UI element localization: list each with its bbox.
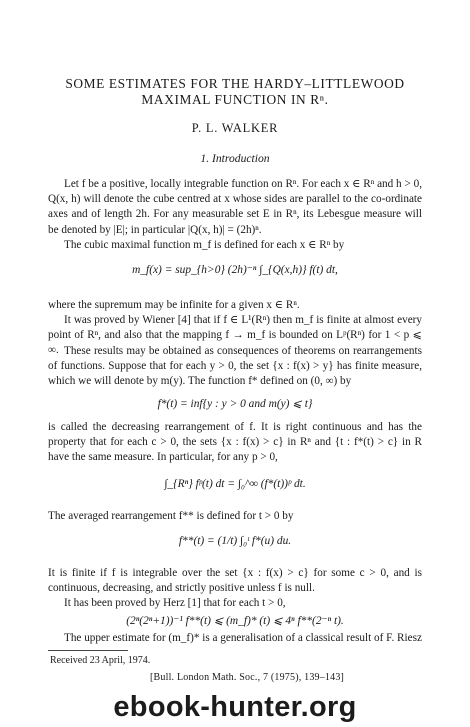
paragraph-3: where the supremum may be infinite for a given x ∈ Rⁿ. — [48, 299, 300, 311]
paragraph-9: It has been proved by Herz [1] that for each t > 0, — [64, 597, 286, 609]
paragraph-4: It was proved by Wiener [4] that if f ∈ L¹(Rⁿ) then m_f is finite at almost every point of Rⁿ, and also that the mapping f → m_f is bounded on Lᵖ(Rⁿ) for 1 < p ⩽ ∞. — [48, 314, 422, 357]
paragraph-6: is called the decreasing rearrangement of f. It is right continuous and has the property that for each c > 0, the sets {x : f(x) > c} in Rⁿ and {t : f*(t) > c} in R have the same measure. In particular, for any p > 0, — [48, 421, 422, 464]
watermark-banner: ebook-hunter.org — [113, 691, 357, 723]
footnote-rule — [48, 650, 128, 651]
paper-title-line-1: SOME ESTIMATES FOR THE HARDY–LITTLEWOOD — [65, 76, 405, 91]
paragraph-7: The averaged rearrangement f** is defined for t > 0 by — [48, 510, 294, 522]
journal-citation: [Bull. London Math. Soc., 7 (1975), 139–143] — [150, 672, 345, 683]
section-heading: 1. Introduction — [200, 152, 270, 165]
paragraph-10: The upper estimate for (m_f)* is a generalisation of a classical result of F. Riesz — [64, 632, 422, 644]
paper-title-line-2: MAXIMAL FUNCTION IN Rⁿ. — [141, 92, 329, 107]
paragraph-1: Let f be a positive, locally integrable function on Rⁿ. For each x ∈ Rⁿ and h > 0, Q(x, h) will denote the cube centred at x whose sides are parallel to the co-ordinate axes and of length 2h. For any measurable set E in Rⁿ, its Lebesgue measure will be denoted by |E|; in particular |Q(x, h)| = (2h)ⁿ. — [48, 178, 422, 236]
paragraph-5: These results may be obtained as consequences of theorems on rearrangements of functions. Suppose that for each y > 0, the set {x : f(x) > y} has finite measure, which we will denote by m(y). The function f* defined on (0, ∞) by — [48, 345, 422, 388]
equation-herz-estimate: (2ⁿ(2ⁿ+1))⁻¹ f**(t) ⩽ (m_f)* (t) ⩽ 4ⁿ f**(2⁻ⁿ t). — [126, 615, 344, 627]
equation-maximal-function: m_f(x) = sup_{h>0} (2h)⁻ⁿ ∫_{Q(x,h)} f(t) dt, — [132, 264, 338, 276]
paragraph-8: It is finite if f is integrable over the set {x : f(x) > c} for some c > 0, and is continuous, decreasing, and strictly positive unless f is null. — [48, 567, 422, 595]
equation-decreasing-rearrangement: f*(t) = inf{y : y > 0 and m(y) ⩽ t} — [157, 398, 313, 410]
paragraph-2: The cubic maximal function m_f is defined for each x ∈ Rⁿ by — [64, 239, 345, 251]
received-date: Received 23 April, 1974. — [50, 655, 151, 666]
paper-author: P. L. WALKER — [191, 121, 279, 135]
equation-lp-norm: ∫_{Rⁿ} fᵖ(t) dt = ∫₀^∞ (f*(t))ᵖ dt. — [164, 478, 306, 490]
equation-averaged-rearrangement: f**(t) = (1/t) ∫₀ᵗ f*(u) du. — [178, 535, 292, 547]
